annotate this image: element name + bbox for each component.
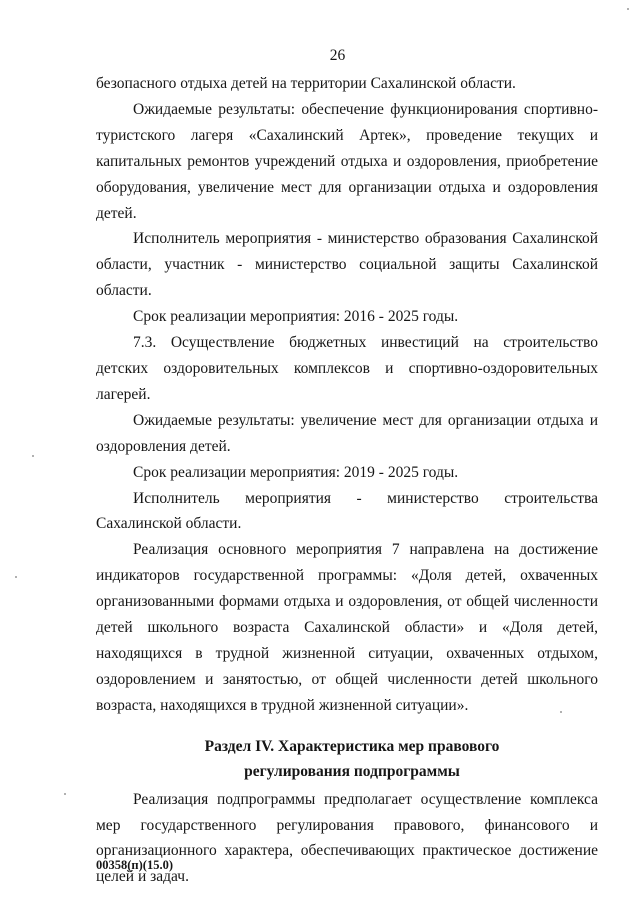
paragraph-deadline-1: Срок реализации мероприятия: 2016 - 2025 годы.	[133, 308, 459, 326]
scan-speck	[627, 8, 629, 10]
document-body	[96, 71, 598, 890]
section-heading-line-1: Раздел IV. Характеристика мер правового	[204, 737, 500, 755]
section-heading-line-2: регулирования подпрограммы	[244, 763, 460, 781]
scan-speck	[32, 455, 34, 457]
paragraph-item-7-3: 7.3. Осуществление бюджетных инвестиций на строительство детских оздоровительных комплексов и спортивно-оздоровительных лагерей.	[96, 334, 598, 403]
paragraph-subprogram-regulation: Реализация подпрограммы предполагает осуществление комплекса мер государственного регулирования правового, финансового и организационного характера, обеспечивающих практическое достижение целей и задач.	[96, 790, 598, 886]
scan-speck	[64, 793, 66, 795]
paragraph-continuation: безопасного отдыха детей на территории Сахалинской области.	[96, 75, 516, 92]
footer-document-code: 00358(п)(15.0)	[96, 858, 173, 872]
scan-speck	[15, 576, 17, 578]
section-heading	[96, 734, 598, 785]
paragraph-executor-2: Исполнитель мероприятия - министерство строительства Сахалинской области.	[96, 489, 598, 533]
paragraph-executor-1: Исполнитель мероприятия - министерство образования Сахалинской области, участник - министерство социальной защиты Сахалинской области.	[96, 230, 598, 300]
scan-speck	[560, 711, 562, 713]
paragraph-implementation: Реализация основного мероприятия 7 направлена на достижение индикаторов государственной программы: «Доля детей, охваченных организованными формами отдыха и оздоровления, от общей численности детей школьного возраста Сахалинской области» и «Доля детей, находящихся в трудной жизненной ситуации, охваченных отдыхом, оздоровлением и занятостью, от общей численности детей школьного возраста, находящихся в трудной жизненной ситуации».	[96, 541, 598, 714]
paragraph-deadline-2: Срок реализации мероприятия: 2019 - 2025 годы.	[133, 463, 459, 481]
page-number: 26	[329, 47, 346, 64]
paragraph-expected-results-2: Ожидаемые результаты: увеличение мест для организации отдыха и оздоровления детей.	[96, 411, 598, 455]
paragraph-expected-results-1: Ожидаемые результаты: обеспечение функционирования спортивно-туристского лагеря «Сахалинский Артек», проведение текущих и капитальных ремонтов учреждений отдыха и оздоровления, приобретение оборудования, увеличение мест для организации отдыха и оздоровления детей.	[96, 100, 598, 222]
